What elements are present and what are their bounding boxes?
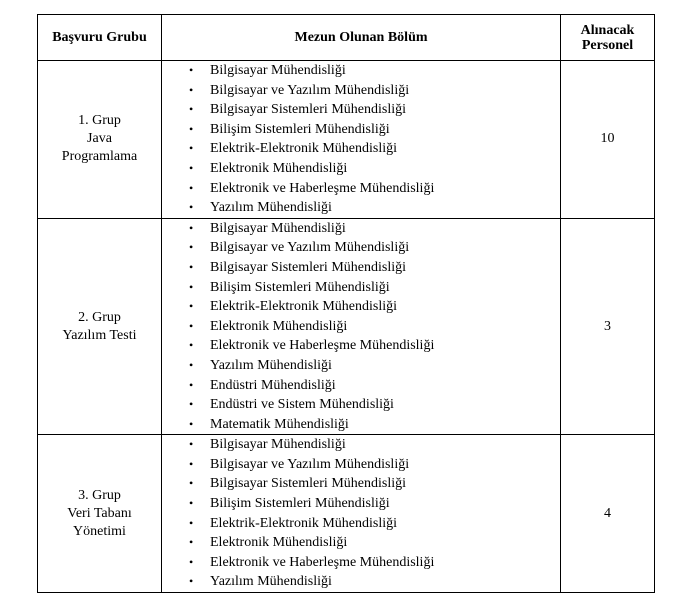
bullet-icon: • [189, 338, 194, 353]
list-item [162, 474, 560, 494]
department-name: Bilgisayar Sistemleri Mühendisliği [210, 476, 406, 492]
list-item [162, 494, 560, 514]
personnel-count: 3 [561, 218, 655, 435]
list-item [162, 533, 560, 553]
list-item [162, 553, 560, 573]
group-name-line: 3. Grup [78, 487, 121, 503]
application-groups-table [37, 14, 655, 593]
group-name-line: Yönetimi [73, 523, 126, 539]
personnel-count: 4 [561, 435, 655, 593]
list-item [162, 198, 560, 218]
group-cell [38, 218, 162, 435]
department-name: Bilgisayar Mühendisliği [210, 220, 346, 236]
header-personnel-line2: Personel [581, 37, 634, 53]
personnel-count: 10 [561, 61, 655, 219]
bullet-icon: • [189, 357, 194, 372]
bullet-icon: • [189, 476, 194, 491]
list-item [162, 395, 560, 415]
department-list [162, 219, 560, 435]
table-row [38, 218, 655, 435]
department-name: Elektronik Mühendisliği [210, 318, 348, 334]
list-item [162, 278, 560, 298]
header-group: Başvuru Grubu [38, 15, 162, 61]
bullet-icon: • [189, 82, 194, 97]
list-item [162, 258, 560, 278]
department-name: Elektronik Mühendisliği [210, 535, 348, 551]
group-name-line: 1. Grup [78, 113, 121, 129]
bullet-icon: • [189, 279, 194, 294]
list-item [162, 159, 560, 179]
department-name: Bilgisayar Sistemleri Mühendisliği [210, 102, 406, 118]
bullet-icon: • [189, 535, 194, 550]
list-item [162, 376, 560, 396]
list-item [162, 219, 560, 239]
list-item [162, 61, 560, 81]
table-body [38, 61, 655, 593]
table-row [38, 61, 655, 219]
department-cell [162, 435, 561, 593]
department-name: Bilişim Sistemleri Mühendisliği [210, 279, 390, 295]
bullet-icon: • [189, 416, 194, 431]
list-item [162, 81, 560, 101]
table-row [38, 435, 655, 593]
bullet-icon: • [189, 240, 194, 255]
department-name: Matematik Mühendisliği [210, 416, 349, 432]
department-list [162, 435, 560, 592]
group-cell [38, 435, 162, 593]
bullet-icon: • [189, 515, 194, 530]
list-item [162, 139, 560, 159]
department-cell [162, 218, 561, 435]
department-name: Bilgisayar Mühendisliği [210, 437, 346, 453]
department-name: Bilgisayar ve Yazılım Mühendisliği [210, 82, 410, 98]
department-name: Bilgisayar Mühendisliği [210, 63, 346, 78]
department-name: Elektronik ve Haberleşme Mühendisliği [210, 554, 435, 570]
department-name: Elektronik Mühendisliği [210, 160, 348, 176]
list-item [162, 238, 560, 258]
header-personnel [561, 15, 655, 61]
header-row [38, 15, 655, 61]
list-item [162, 572, 560, 592]
list-item [162, 120, 560, 140]
department-name: Elektrik-Elektronik Mühendisliği [210, 141, 398, 157]
department-name: Yazılım Mühendisliği [210, 357, 332, 373]
list-item [162, 100, 560, 120]
bullet-icon: • [189, 377, 194, 392]
bullet-icon: • [189, 121, 194, 136]
department-name: Bilgisayar Sistemleri Mühendisliği [210, 259, 406, 275]
list-item [162, 356, 560, 376]
list-item [162, 514, 560, 534]
bullet-icon: • [189, 200, 194, 215]
department-list [162, 61, 560, 218]
group-name-line: Programlama [61, 149, 138, 165]
list-item [162, 297, 560, 317]
bullet-icon: • [189, 160, 194, 175]
bullet-icon: • [189, 554, 194, 569]
bullet-icon: • [189, 102, 194, 117]
department-name: Endüstri ve Sistem Mühendisliği [210, 397, 394, 413]
bullet-icon: • [189, 180, 194, 195]
department-name: Bilişim Sistemleri Mühendisliği [210, 496, 390, 512]
group-name-line: Java [87, 131, 112, 147]
department-name: Elektrik-Elektronik Mühendisliği [210, 299, 398, 315]
list-item [162, 336, 560, 356]
bullet-icon: • [189, 456, 194, 471]
bullet-icon: • [189, 220, 194, 235]
bullet-icon: • [189, 496, 194, 511]
department-name: Elektrik-Elektronik Mühendisliği [210, 515, 398, 531]
list-item [162, 317, 560, 337]
group-name-line: Veri Tabanı [67, 505, 132, 521]
bullet-icon: • [189, 318, 194, 333]
department-name: Endüstri Mühendisliği [210, 377, 336, 393]
department-name: Elektronik ve Haberleşme Mühendisliği [210, 338, 435, 354]
header-personnel-line1: Alınacak [580, 22, 635, 38]
department-name: Yazılım Mühendisliği [210, 200, 332, 216]
bullet-icon: • [189, 574, 194, 589]
department-name: Bilgisayar ve Yazılım Mühendisliği [210, 456, 410, 472]
department-name: Bilgisayar ve Yazılım Mühendisliği [210, 240, 410, 256]
bullet-icon: • [189, 299, 194, 314]
list-item [162, 435, 560, 455]
bullet-icon: • [189, 397, 194, 412]
department-name: Yazılım Mühendisliği [210, 574, 332, 590]
list-item [162, 415, 560, 435]
bullet-icon: • [189, 437, 194, 452]
group-name-line: 2. Grup [78, 309, 121, 325]
bullet-icon: • [189, 141, 194, 156]
list-item [162, 455, 560, 475]
bullet-icon: • [189, 63, 194, 77]
department-name: Bilişim Sistemleri Mühendisliği [210, 121, 390, 137]
group-cell [38, 61, 162, 219]
department-name: Elektronik ve Haberleşme Mühendisliği [210, 180, 435, 196]
header-department: Mezun Olunan Bölüm [162, 15, 561, 61]
department-cell [162, 61, 561, 219]
list-item [162, 179, 560, 199]
group-name-line: Yazılım Testi [62, 327, 137, 343]
bullet-icon: • [189, 259, 194, 274]
